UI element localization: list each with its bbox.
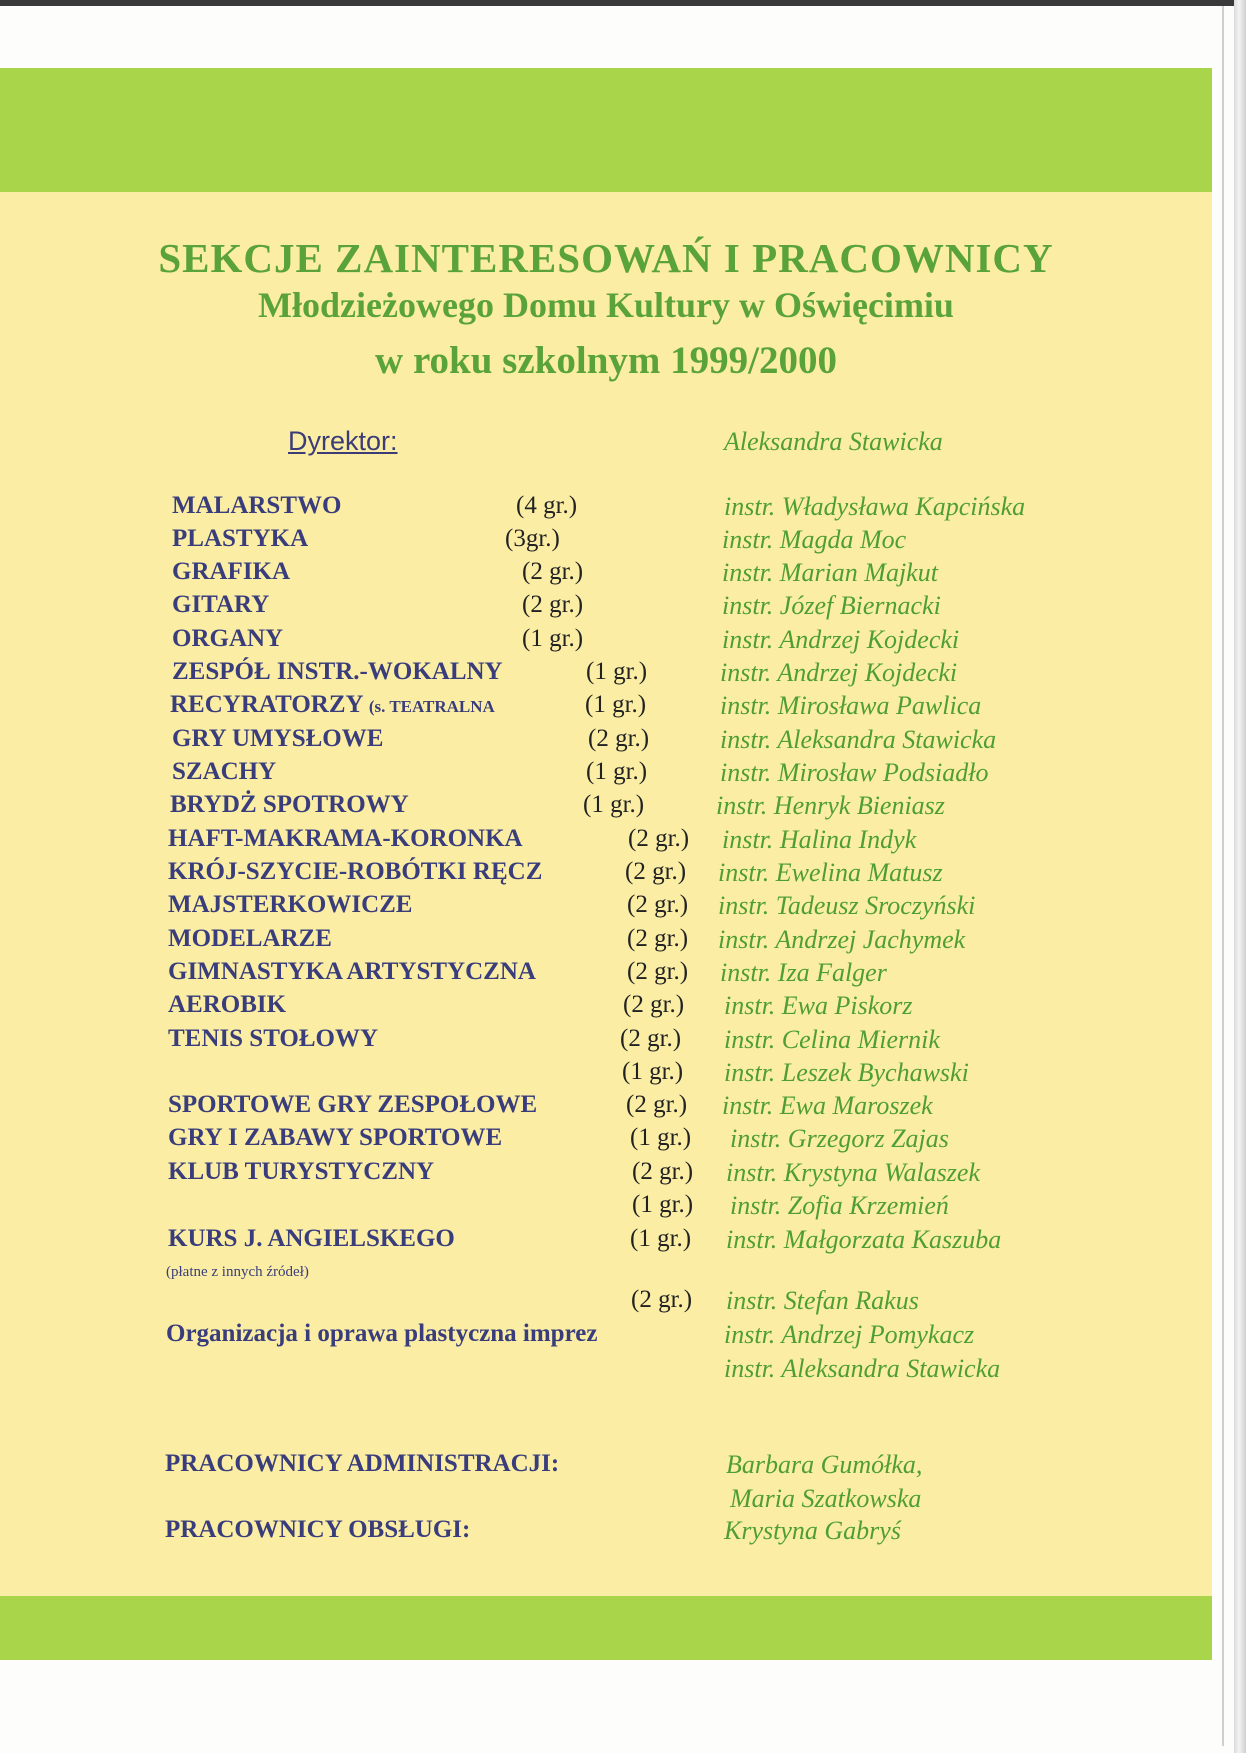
section-name <box>168 1225 455 1253</box>
section-groups: (2 gr.) <box>522 558 584 585</box>
section-name <box>172 658 503 686</box>
section-instructor: instr. Mirosław Podsiadło <box>720 758 989 787</box>
section-name <box>168 1158 434 1186</box>
section-name <box>168 958 536 986</box>
section-name-text: (płatne z innych źródeł) <box>166 1264 309 1280</box>
section-instructor: instr. Andrzej Kojdecki <box>720 658 958 687</box>
page-title: SEKCJE ZAINTERESOWAŃ I PRACOWNICY <box>158 235 1054 281</box>
section-groups: (2 gr.) <box>628 825 690 852</box>
section-instructor: instr. Henryk Bieniasz <box>716 791 945 820</box>
section-name-text: SZACHY <box>172 758 277 785</box>
section-name-text: MODELARZE <box>168 925 332 952</box>
section-name-text: GRY I ZABAWY SPORTOWE <box>168 1124 503 1151</box>
section-name-text: AEROBIK <box>168 991 287 1018</box>
section-instructor: instr. Zofia Krzemień <box>730 1191 949 1220</box>
section-instructor: instr. Celina Miernik <box>724 1025 940 1054</box>
section-instructor: instr. Tadeusz Sroczyński <box>718 891 976 920</box>
section-name-note: (s. TEATRALNA <box>368 697 495 716</box>
page-subtitle <box>0 284 1212 326</box>
section-instructor: instr. Józef Biernacki <box>722 591 941 620</box>
institution-name: Młodzieżowego Domu Kultury <box>258 285 730 325</box>
section-instructor: instr. Krystyna Walaszek <box>726 1158 980 1187</box>
section-instructor: instr. Marian Majkut <box>722 558 938 587</box>
section-instructor: instr. Małgorzata Kaszuba <box>726 1225 1002 1254</box>
school-year-prefix: w roku szkolnym <box>375 339 671 382</box>
section-groups: (3gr.) <box>505 525 560 552</box>
section-name-text: RECYRATORZY <box>170 691 369 718</box>
section-groups: (2 gr.) <box>632 1158 694 1185</box>
section-name-text: KLUB TURYSTYCZNY <box>168 1158 435 1185</box>
section-name <box>168 858 542 886</box>
section-name-text: GRY UMYSŁOWE <box>172 725 384 752</box>
section-groups: (2 gr.) <box>626 1091 688 1118</box>
section-groups: (1 gr.) <box>522 625 584 652</box>
director-name: Aleksandra Stawicka <box>724 427 943 456</box>
section-name <box>172 725 383 753</box>
page-edge <box>1222 6 1224 1746</box>
section-groups: (2 gr.) <box>625 858 687 885</box>
section-groups: (2 gr.) <box>627 958 689 985</box>
section-name-text: GRAFIKA <box>172 558 291 585</box>
section-groups: (2 gr.) <box>627 925 689 952</box>
section-name <box>170 791 409 819</box>
section-groups: (2 gr.) <box>623 991 685 1018</box>
section-name <box>168 825 523 853</box>
section-groups: (1 gr.) <box>630 1225 692 1252</box>
section-name <box>172 591 269 619</box>
institution-city: w Oświęcimiu <box>729 285 954 325</box>
section-name-text: MAJSTERKOWICZE <box>168 891 413 918</box>
service-staff-label: PRACOWNICY OBSŁUGI: <box>165 1516 471 1543</box>
section-instructor: instr. Andrzej Jachymek <box>718 925 966 954</box>
section-groups: (1 gr.) <box>632 1191 694 1218</box>
section-name-text: ZESPÓŁ INSTR.-WOKALNY <box>172 658 503 685</box>
section-name <box>168 891 412 919</box>
top-green-band <box>0 68 1212 192</box>
school-year-line <box>0 338 1212 383</box>
section-instructor: instr. Andrzej Kojdecki <box>722 625 960 654</box>
section-name-text: Organizacja i oprawa plastyczna imprez <box>166 1320 598 1347</box>
section-name <box>166 1320 597 1348</box>
section-name-text: KURS J. ANGIELSKEGO <box>168 1225 455 1252</box>
section-name <box>168 925 332 953</box>
section-instructor: instr. Halina Indyk <box>722 825 917 854</box>
section-groups: (1 gr.) <box>630 1124 692 1151</box>
section-name-text: GITARY <box>172 591 270 618</box>
section-name-text: GIMNASTYKA ARTYSTYCZNA <box>168 958 536 985</box>
section-groups: (2 gr.) <box>631 1286 693 1313</box>
section-name-text: TENIS STOŁOWY <box>168 1025 379 1052</box>
admin-staff-label: PRACOWNICY ADMINISTRACJI: <box>165 1450 560 1477</box>
admin-staff-name: Maria Szatkowska <box>730 1484 922 1513</box>
section-name-text: ORGANY <box>172 625 284 652</box>
section-instructor: instr. Mirosława Pawlica <box>720 691 982 720</box>
section-name <box>172 492 341 520</box>
section-name <box>168 1091 537 1119</box>
section-name-text: BRYDŻ SPOTROWY <box>170 791 409 818</box>
section-groups: (4 gr.) <box>516 492 578 519</box>
section-name-text: KRÓJ-SZYCIE-ROBÓTKI RĘCZ <box>168 858 543 885</box>
section-instructor: instr. Władysława Kapcińska <box>724 492 1026 521</box>
section-name <box>170 691 495 719</box>
scan-right-edge <box>1234 0 1246 1753</box>
section-groups: (1 gr.) <box>586 758 648 785</box>
section-name <box>168 991 286 1019</box>
section-groups: (1 gr.) <box>586 658 648 685</box>
section-groups: (2 gr.) <box>620 1025 682 1052</box>
section-instructor: instr. Magda Moc <box>722 525 907 554</box>
section-groups: (1 gr.) <box>583 791 645 818</box>
section-instructor: instr. Grzegorz Zajas <box>730 1124 949 1153</box>
scan-top-edge <box>0 0 1246 6</box>
section-instructor: instr. Ewelina Matusz <box>718 858 943 887</box>
admin-staff-name: Barbara Gumółka, <box>726 1450 923 1479</box>
section-name-text: MALARSTWO <box>172 492 342 519</box>
section-name-text: PLASTYKA <box>172 525 309 552</box>
section-instructor: instr. Aleksandra Stawicka <box>720 725 997 754</box>
section-groups: (2 gr.) <box>588 725 650 752</box>
section-name <box>172 525 308 553</box>
section-name-text: SPORTOWE GRY ZESPOŁOWE <box>168 1091 538 1118</box>
section-instructor: instr. Iza Falger <box>720 958 887 987</box>
school-year: 1999/2000 <box>670 339 837 382</box>
bottom-green-band <box>0 1596 1212 1660</box>
section-name <box>172 758 276 786</box>
section-instructor: instr. Ewa Piskorz <box>724 991 913 1020</box>
section-groups: (2 gr.) <box>627 891 689 918</box>
section-instructor: instr. Leszek Bychawski <box>724 1058 969 1087</box>
section-name <box>172 558 290 586</box>
section-name <box>166 1264 309 1281</box>
section-name <box>168 1025 378 1053</box>
section-instructor: instr. Stefan Rakus <box>726 1286 919 1315</box>
service-staff-name: Krystyna Gabryś <box>724 1516 901 1545</box>
section-name <box>168 1124 502 1152</box>
section-groups: (2 gr.) <box>522 591 584 618</box>
section-name <box>172 625 283 653</box>
section-instructor: instr. Andrzej Pomykacz <box>724 1320 975 1349</box>
section-instructor: instr. Ewa Maroszek <box>722 1091 933 1120</box>
section-groups: (1 gr.) <box>585 691 647 718</box>
section-groups: (1 gr.) <box>622 1058 684 1085</box>
section-name-text: HAFT-MAKRAMA-KORONKA <box>168 825 523 852</box>
director-label: Dyrektor: <box>288 426 398 456</box>
section-instructor: instr. Aleksandra Stawicka <box>724 1354 1001 1383</box>
